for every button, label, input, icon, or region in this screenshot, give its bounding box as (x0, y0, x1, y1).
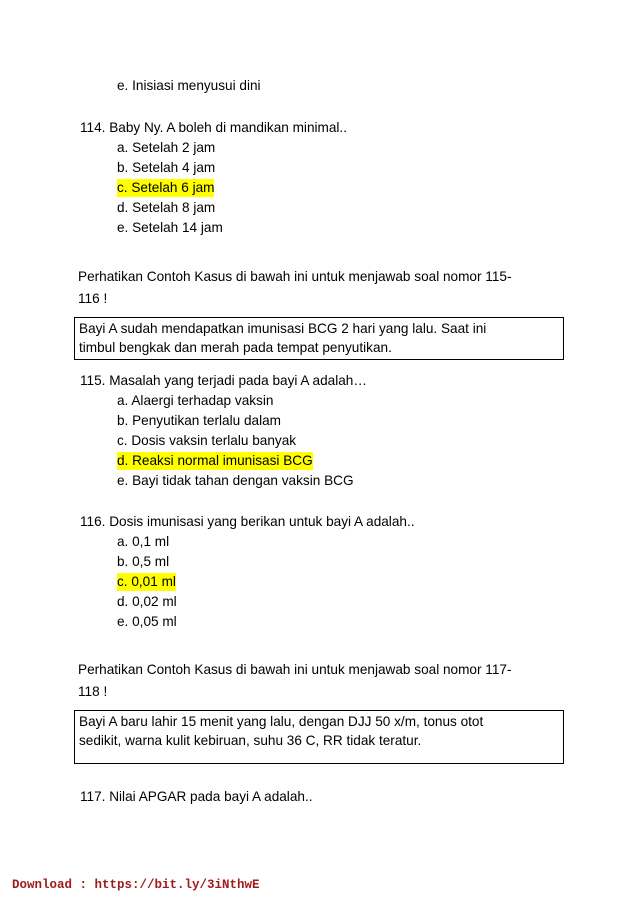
q115-question: 115. Masalah yang terjadi pada bayi A adalah… (80, 373, 367, 388)
q115-option-b: b. Penyutikan terlalu dalam (117, 413, 281, 428)
case1-intro-line1: Perhatikan Contoh Kasus di bawah ini untuk menjawab soal nomor 115- (78, 269, 512, 284)
q116-question: 116. Dosis imunisasi yang berikan untuk bayi A adalah.. (80, 514, 415, 529)
download-link[interactable]: Download : https://bit.ly/3iNthwE (12, 878, 260, 892)
q117-question: 117. Nilai APGAR pada bayi A adalah.. (80, 789, 313, 804)
q115-option-c: c. Dosis vaksin terlalu banyak (117, 433, 297, 448)
q114-option-d: d. Setelah 8 jam (117, 200, 216, 215)
q116-option-e: e. 0,05 ml (117, 614, 177, 629)
case1-intro-line2: 116 ! (78, 291, 108, 306)
case2-box-line2: sedikit, warna kulit kebiruan, suhu 36 C, RR tidak teratur. (79, 733, 422, 748)
q116-option-d: d. 0,02 ml (117, 594, 177, 609)
q116-option-b: b. 0,5 ml (117, 554, 170, 569)
q115-option-e: e. Bayi tidak tahan dengan vaksin BCG (117, 473, 354, 488)
q114-option-c-highlighted: c. Setelah 6 jam (117, 180, 215, 195)
case2-box-line1: Bayi A baru lahir 15 menit yang lalu, dengan DJJ 50 x/m, tonus otot (79, 714, 484, 729)
q114-option-b: b. Setelah 4 jam (117, 160, 216, 175)
case2-intro-line2: 118 ! (78, 684, 108, 699)
case1-box-line2: timbul bengkak dan merah pada tempat penyutikan. (79, 340, 392, 355)
case1-box (74, 317, 564, 360)
q114-option-e: e. Setelah 14 jam (117, 220, 223, 235)
q115-option-a: a. Alaergi terhadap vaksin (117, 393, 274, 408)
q113-option-e: e. Inisiasi menyusui dini (117, 78, 261, 93)
q116-option-c-highlighted: c. 0,01 ml (117, 574, 176, 589)
case2-intro-line1: Perhatikan Contoh Kasus di bawah ini untuk menjawab soal nomor 117- (78, 662, 512, 677)
q116-option-a: a. 0,1 ml (117, 534, 170, 549)
q114-question: 114. Baby Ny. A boleh di mandikan minimal.. (80, 120, 347, 135)
q114-option-a: a. Setelah 2 jam (117, 140, 216, 155)
q115-option-d-highlighted: d. Reaksi normal imunisasi BCG (117, 453, 313, 468)
case1-box-line1: Bayi A sudah mendapatkan imunisasi BCG 2 hari yang lalu. Saat ini (79, 321, 487, 336)
case2-box (74, 710, 564, 764)
